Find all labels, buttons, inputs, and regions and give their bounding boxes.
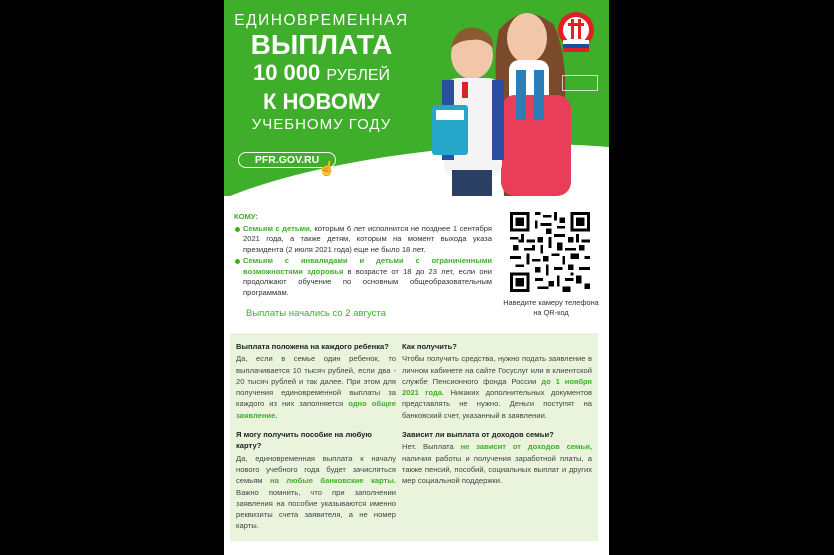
- headline-line5: УЧЕБНОМУ ГОДУ: [251, 116, 392, 133]
- eligibility-block: [234, 212, 492, 298]
- banner: [224, 0, 609, 196]
- faq-question: Выплата положена на каждого ребенка?: [236, 342, 389, 351]
- qr-code: [510, 212, 590, 292]
- faq-answer: [236, 353, 396, 421]
- payments-started-note: Выплаты начались со 2 августа: [246, 308, 386, 319]
- eligibility-item-title: Семьям с инвалидами и детьми с ограниченными возможностями здоровья: [243, 256, 492, 276]
- eligibility-label: КОМУ:: [234, 212, 258, 221]
- amount-value: 10 000: [252, 60, 321, 85]
- faq-block: [230, 333, 598, 541]
- national-project-logo: [562, 75, 598, 91]
- faq-answer-highlight: на любые банковские карты.: [270, 476, 396, 486]
- qr-caption: Наведите камеру телефона на QR-код: [503, 298, 599, 317]
- eligibility-item-title: Семьям с детьми: [243, 223, 310, 233]
- faq-question: Как получить?: [402, 342, 457, 351]
- faq-answer-text: Никаких дополнительных документов представлять не нужно. Деньги поступят на банковский счет, указанный в заявлении.: [402, 388, 592, 420]
- faq-answer: [402, 441, 592, 486]
- headline-line1: ЕДИНОВРЕМЕННАЯ: [234, 12, 409, 29]
- headline: [234, 10, 409, 133]
- faq-answer-highlight: одно общее заявление.: [236, 399, 396, 420]
- faq-answer-text: Чтобы получить средства, нужно подать заявление в личном кабинете на сайте Госуслуг или в клиентской службе Пенсионного фонда России: [402, 354, 592, 386]
- currency-label: РУБЛЕЙ: [326, 67, 391, 84]
- faq-column-right: [402, 341, 592, 495]
- faq-answer-text: Важно помнить, что при заполнении заявления на пособие указываются именно реквизиты счета заявителя, а не номер карты.: [236, 487, 396, 531]
- faq-answer-text: Да, если в семье один ребенок, то выплачивается 10 тысяч рублей, если два - 20 тысяч рублей и так далее. При этом для получения единовременной выплаты за каждого из них заполняется: [236, 354, 396, 409]
- faq-answer-highlight: не зависит от доходов семьи,: [460, 442, 592, 452]
- faq-answer-text: наличия работы и получения заработной платы, а также пенсий, пособий, социальных выплат и других мер социальной поддержки.: [402, 453, 592, 486]
- faq-answer-text: Нет. Выплата: [402, 442, 461, 452]
- headline-line2: ВЫПЛАТА: [250, 29, 393, 60]
- faq-answer: [236, 453, 396, 532]
- faq-column-left: [236, 341, 396, 540]
- eligibility-item: [234, 224, 492, 256]
- headline-line4: К НОВОМУ: [262, 89, 380, 114]
- faq-question: Я могу получить пособие на любую карту?: [236, 430, 372, 451]
- hand-cursor-icon: ☝: [318, 160, 336, 176]
- faq-answer-highlight: до 1 ноября 2021 года.: [402, 376, 592, 398]
- eligibility-item: [234, 256, 492, 298]
- pfr-logo-icon: [555, 10, 597, 54]
- website-link[interactable]: PFR.GOV.RU: [238, 152, 336, 168]
- eligibility-item-text: в возрасте от 18 до 23 лет, если они продолжают обучение по основным общеобразовательным программам.: [243, 266, 492, 297]
- eligibility-item-text: , которым 6 лет исполнится не позднее 1 сентября 2021 года, а также детям, которым на момент выхода указа президента (2 июля 2021 года) еще не было 18 лет.: [243, 223, 492, 254]
- faq-answer: [402, 353, 592, 421]
- faq-answer-text: Да, единовременная выплата к началу нового учебного года будет зачисляться семьям: [236, 453, 396, 486]
- leaflet-page: [224, 0, 609, 555]
- headline-amount: [234, 60, 409, 89]
- faq-question: Зависит ли выплата от доходов семьи?: [402, 430, 554, 440]
